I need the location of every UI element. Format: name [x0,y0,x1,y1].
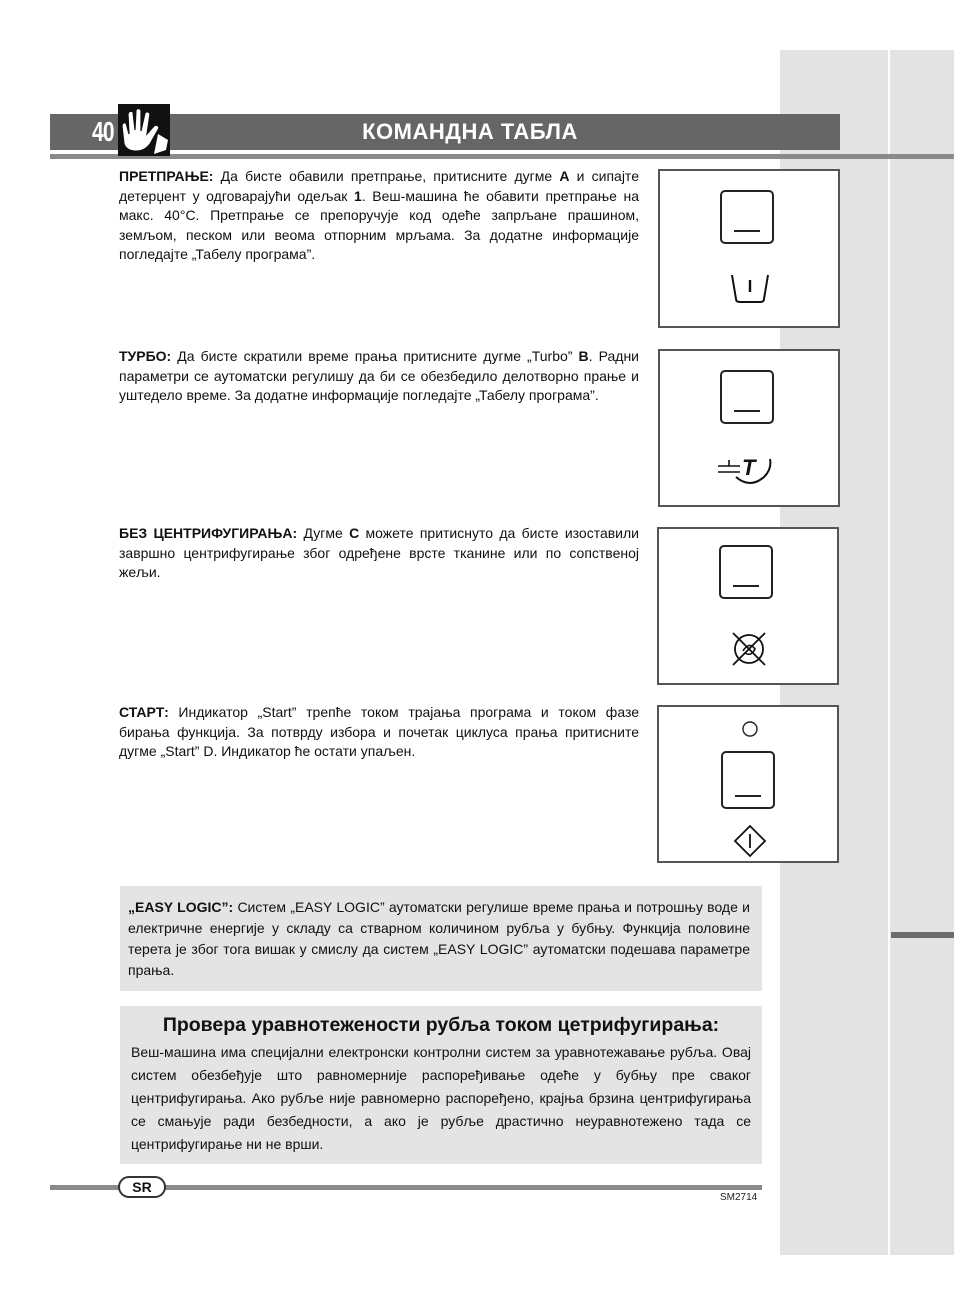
no-spin-text: Дугме [297,525,350,541]
turbo-heading: ТУРБО: [119,348,172,364]
start-description [119,703,639,762]
turbo-icon [714,451,776,487]
turbo-text: Да бисте скратили време прања притисните дугме „Turbo” [171,348,579,364]
prewash-panel [658,169,840,328]
turbo-description [119,347,639,406]
start-heading: СТАРТ: [119,704,169,720]
no-spin-description [119,524,639,583]
no-spin-button[interactable] [719,545,773,599]
margin-divider [888,50,890,1255]
start-diamond-icon [732,823,768,859]
balance-title: Провера уравнотежености рубља током цетрифугирања: [162,1014,720,1036]
balance-text: Веш-машина има специјални електронски контролни систем за уравнотежавање рубља. Овај систем обезбеђује што равномерније распоређивање одеће у бубњу пре сваког центрифугирања. Ако рубље није равномерно распоређено, крајња брзина центрифугирања се смањује ради безбедности, а ако је рубље драстично неуравнотежено тада се центрифугирање ни не врши. [131,1044,751,1152]
no-spin-panel [657,527,839,685]
compartment-number: 1 [354,187,362,204]
document-code: SM2714 [720,1192,758,1203]
prewash-heading: ПРЕТПРАЊЕ: [119,168,214,184]
prewash-tub-icon [728,271,772,305]
turbo-letter: T [742,455,756,480]
hand-icon [118,104,170,156]
prewash-description [119,167,639,265]
turbo-button[interactable] [720,370,774,424]
no-spin-heading: БЕЗ ЦЕНТРИФУГИРАЊА: [119,525,298,541]
header-rule [50,154,954,159]
page-number: 40 [92,116,114,147]
start-text: Индикатор „Start” трепће током трајања програма и током фазе бирања функција. За потврду избора и почетак циклуса прања притисните дугме „Start” D. Индикатор ће остати упаљен. [119,704,639,759]
start-button[interactable] [721,751,775,809]
start-indicator-icon [741,720,759,738]
easy-logic-heading: „EASY LOGIC”: [128,899,234,915]
prewash-button[interactable] [720,190,774,244]
prewash-text: Да бисте обавили претпрање, притисните дугме [213,168,560,184]
margin-tab-mark [891,932,954,938]
start-panel [657,705,839,863]
easy-logic-text [128,897,750,981]
button-letter: C [349,525,360,541]
prewash-text: и сипајте детерџент у одговарајући одељак [119,168,639,204]
turbo-text: . Радни параметри се аутоматски регулишу да би се обезбедило делотворно прање и уштедело време. За додатне информације погледајте „Табелу програма”. [119,348,639,403]
button-letter: B [578,348,589,364]
no-spin-text: можете притиснуто да бисте изоставили завршно центрифугирање због одређене врсте тканине или по сопственој жељи. [119,525,639,580]
turbo-panel [658,349,840,507]
no-spin-icon [729,629,769,669]
easy-logic-body: Систем „EASY LOGIC” аутоматски регулише време прања и потрошњу воде и електричне енергије у складу са стварном количином рубља у бубњу. Функција половине терета је због тога вишак у смислу да систем „EASY LOGIC” аутоматски подешава параметре прања. [128,899,750,978]
prewash-text: . Веш-машина ће обавити претпрање на макс. 40°C. Претпрање се препоручује код одеће запрљане прашином, земљом, песком или веома отпорним мрљама. За додатне информације погледајте „Табелу програма”. [119,187,639,262]
page-title: КОМАНДНА ТАБЛА [362,119,578,144]
button-letter: A [559,168,570,184]
language-badge: SR [118,1176,166,1198]
